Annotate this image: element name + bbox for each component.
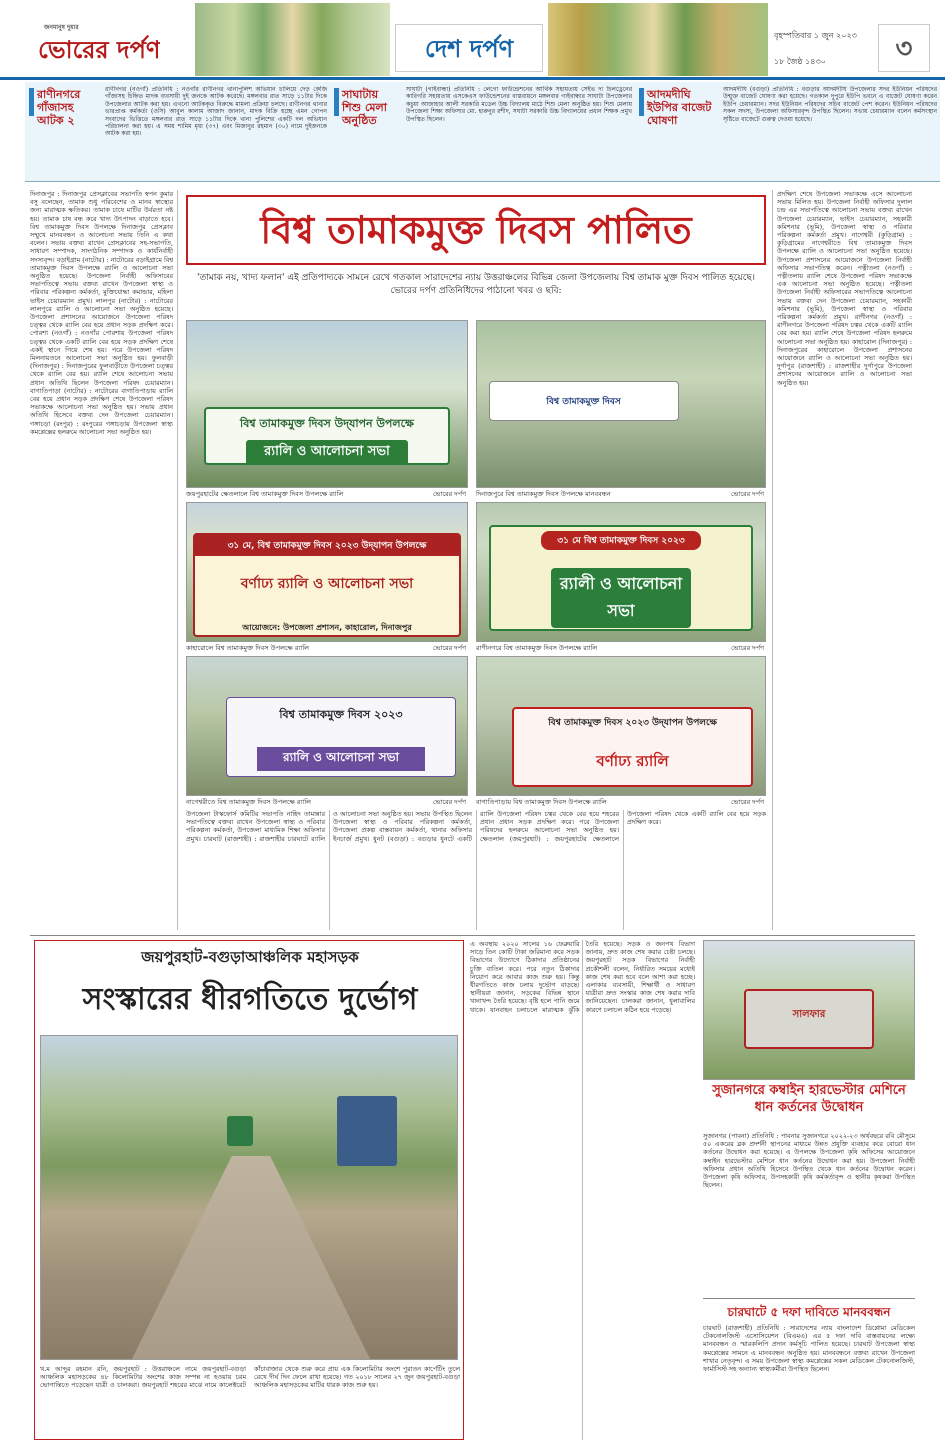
photo-credit: ভোরের দর্পণ <box>433 490 466 498</box>
photo-banner <box>489 381 679 421</box>
truck-shape <box>337 1096 397 1166</box>
photo-credit: ভোরের দর্পণ <box>433 798 466 806</box>
caption-text: দিনাজপুরে বিশ্ব তামাকমুক্ত দিবস উপলক্ষে মানববন্ধন <box>476 490 611 498</box>
section-rule <box>30 935 915 936</box>
logo-tagline: জনমানুষ দুয়ার <box>44 24 79 31</box>
photo-caption <box>476 643 766 653</box>
teaser-2 <box>330 82 635 182</box>
main-intro: 'তামাক নয়, খাদ্য ফলান' এই প্রতিপাদ্যকে সামনে রেখে গতকাল সারাদেশের ন্যায় উত্তরাঞ্চলের বিভিন্ন জেলা উপজেলায় বিশ্ব তামাক মুক্ত দিবস পালিত হয়েছে। ভোরের দর্পণ প্রতিনিধিদের পাঠানো খবর ও ছবি: <box>196 273 756 296</box>
masthead <box>0 0 945 80</box>
page-number: ৩ <box>895 34 913 64</box>
main-below-row: উপজেলা টাস্কফোর্স কমিটির সভাপতি নাহিদ তামান্নার সভাপতিত্বে বক্তব্য রাখেন উপজেলা স্বাস্থ্য ও পরিবার পরিকল্পনা কর্মকর্তা, উপজেলা মাধ্যমিক শিক্ষা অফিসার প্রমুখ। চারঘাট (রাজশাহী) : রাজশাহীর চারঘাটে র‌্যালি ও আলোচনা সভা অনুষ্ঠিত হয়। সভায় উপস্থিত ছিলেন উপজেলা স্বাস্থ্য ও পরিবার পরিকল্পনা কর্মকর্তা, উপজেলা প্রকল্প বাস্তবায়ন কর্মকর্তা, থানার অফিসার ইনচার্জ প্রমুখ। ধুনট (বগুড়া) : বগুড়ার ধুনটে একটি র‌্যালি উপজেলা পরিষদ চত্বর থেকে বের হয়ে শহরের প্রধান প্রধান সড়ক প্রদক্ষিণ করে। পরে উপজেলা পরিষদের হলরুমে আলোচনা সভা অনুষ্ঠিত হয়। ক্ষেতলাল (জয়পুরহাট) : জয়পুরহাটের ক্ষেতলালে উপজেলা পরিষদ থেকে একটি র‌্যালি বের হয়ে সড়ক প্রদক্ষিণ করে। <box>186 810 766 843</box>
photo-raninagar <box>476 502 766 642</box>
photo-caption <box>186 797 468 807</box>
banner-line-2: র‌্যালি ও আলোচনা সভা <box>257 747 425 771</box>
photo-banner <box>512 707 754 787</box>
rally-headline: চারঘাটে ৫ দফা দাবিতে মানববন্ধন <box>727 1305 891 1319</box>
photo-credit: ভোরের দর্পণ <box>731 644 764 652</box>
section-title-box <box>395 24 543 72</box>
banner-line-1: বিশ্ব তামাকমুক্ত দিবস <box>546 397 621 407</box>
teaser-bar <box>639 88 644 116</box>
header-photo-strip-right <box>548 3 768 76</box>
date-line-2: ১৮ জৈষ্ঠ ১৪৩০ <box>774 57 826 66</box>
photo-caption <box>186 643 468 653</box>
teaser-3 <box>635 82 940 182</box>
teaser-title: রাণীনগরে গাঁজাসহ আটক ২ <box>37 88 81 127</box>
photo-caption <box>476 797 766 807</box>
rally-body: চারঘাট (রাজশাহী) প্রতিনিধি : সারাদেশের ন্যায় বাংলাদেশ ডিপ্লোমা মেডিকেল টেকনোলজিস্ট এসোসিয়েশন (বিএমএ) এর ৫ দফা দাবি বাস্তবায়নের লক্ষ্যে মানববন্ধন ও স্মারকলিপি প্রদান কর্মসূচি পালিত হয়েছে। চারঘাট উপজেলা স্বাস্থ্য কমপ্লেক্সের সামনে এ মানববন্ধন অনুষ্ঠিত হয়। মানববন্ধনে বক্তব্য রাখেন উপজেলা শাখার নেতৃবৃন্দ। এ সময় উপজেলা স্বাস্থ্য কমপ্লেক্সের সকল মেডিকেল টেকনোলজিস্ট, ফার্মাসিস্ট সহ অন্যান্য স্বাস্থ্যকর্মীরা উপস্থিত ছিলেন। <box>703 1324 915 1374</box>
banner-line-1: ৩১ মে, বিশ্ব তামাকমুক্ত দিবস ২০২৩ উদ্‌যাপন উপলক্ষে <box>195 535 460 556</box>
teaser-body: সাঘাটা (গাইবান্ধা) প্রতিনিধি : লেগো ফাউন্ডেশনের আর্থিক সহায়তায় সেইভ দ্য চিলড্রেনের কারিগরি সহায়তায় এসকেএস ফাউন্ডেশনের বাস্তবায়নে মঙ্গলবার গাইবান্ধার সাঘাটা উপজেলার কচুয়া আজাহার আলী সরকারি মডেল উচ্চ বিদ্যালয় মাঠে শিশু মেলা অনুষ্ঠিত হয়। শিশু মেলায় উপজেলা শিক্ষা অফিসার মো. হারুনুর রশীদ, সঘাটা সরকারি উচ্চ বিদ্যালয়ের প্রধান শিক্ষক প্রমুখ উপস্থিত ছিলেন। <box>406 86 632 123</box>
photo-nageshwari <box>186 656 468 796</box>
banner-line-1: বিশ্ব তামাকমুক্ত দিবস ২০২৩ <box>279 708 403 721</box>
banner-line-1: বিশ্ব তামাকমুক্ত দিবস উদ্‌যাপন উপলক্ষে <box>240 417 414 430</box>
caption-text: রাণীনগরে বিশ্ব তামাকমুক্ত দিবস উপলক্ষে র‌্যালি <box>476 644 598 652</box>
photo-banner <box>204 407 450 465</box>
teaser-body: আদমদীঘি (বগুড়া) প্রতিনিধি : বগুড়ার আদমদীঘি উপজেলার সদর ইউনিয়ন পরিষদের উন্মুক্ত বাজেট ঘোষণা করা হয়েছে। গতকাল দুপুরে ইউপি ভবনে এ বাজেট ঘোষণা করেন ইউপি চেয়ারম্যান। সদর ইউনিয়ন পরিষদের সচিব বাজেট পেশ করেন। ইউনিয়ন পরিষদের সকল সদস্য, উপজেলা অফিসারবৃন্দ উপস্থিত ছিলেন। সভায় চেয়ারম্যান বলেন কর্মসংস্থান সৃষ্টিতে বাজেটে গুরুত্ব দেওয়া হয়েছে। <box>723 86 937 123</box>
caption-text: জয়পুরহাটের ক্ষেতলালে বিশ্ব তামাকমুক্ত দিবস উপলক্ষে র‌্যালি <box>186 490 344 498</box>
photo-banner <box>226 697 456 777</box>
banner-line-2: র‌্যালী ও আলোচনা সভা <box>551 568 692 628</box>
harvester-body-text: সুজানগর (পাবনা) প্রতিনিধি : পাবনার সুজানগরে ২০২২-২৩ অর্থবছরে রবি মৌসুমে ৫০ একরের ব্লক প্রদর্শনী স্থাপনের মাধ্যমে উন্নত প্রযুক্তি ব্যবহার করে বোরো ধান কর্তনের উদ্বোধন করা হয়েছে। এ উপলক্ষে উপজেলা কৃষি অফিসের আয়োজনে কম্বাইন হারভেস্টার মেশিনে ধান কর্তনের উদ্বোধন করা হয়। উপজেলা নির্বাহী অফিসার প্রধান অতিথি হিসেবে উপস্থিত থেকে ধান কর্তনের উদ্বোধন করেন। উপজেলা কৃষি অফিসার, উপসহকারী কৃষি কর্মকর্তাবৃন্দ ও স্থানীয় কৃষকরা উপস্থিত ছিলেন। <box>703 1132 915 1190</box>
road-photo <box>40 1035 458 1360</box>
banner-line-2: র‌্যালি ও আলোচনা সভা <box>246 440 408 465</box>
caption-text: বাগাতিপাড়ায় বিশ্ব তামাকমুক্ত দিবস উপলক্ষে র‌্যালি <box>476 798 607 806</box>
teaser-title: সাঘাটায় শিশু মেলা অনুষ্ঠিত <box>342 88 387 127</box>
rally-rule <box>703 1298 915 1299</box>
road-headline: সংস্কারের ধীরগতিতে দুর্ভোগ <box>82 982 418 1017</box>
banner-line-3: আয়োজনে: উপজেলা প্রশাসন, কাহারোল, দিনাজপুর <box>242 623 412 632</box>
header-photo-strip-left <box>195 3 390 76</box>
photo-banner <box>489 525 754 631</box>
banner-line-1: বিশ্ব তামাকমুক্ত দিবস ২০২৩ উদ্‌যাপন উপলক্ষে <box>548 718 717 728</box>
section-title: দেশ দর্পণ <box>424 35 514 63</box>
main-right-column: প্রদক্ষিণ শেষে উপজেলা সভাকক্ষে এসে আলোচনা সভায় মিলিত হয়। উপজেলা নির্বাহী অফিসার দুলাল চন্দ্র এর সভাপতিত্বে আলোচনা সভায় বক্তব্য রাখেন উপজেলা চেয়ারম্যান, ভাইস চেয়ারম্যান, সহকারী কমিশনার (ভূমি), উপজেলা স্বাস্থ্য ও পরিবার পরিকল্পনা কর্মকর্তা প্রমুখ। নাগেশ্বরী (কুড়িগ্রাম) : কুড়িগ্রামের নাগেশ্বরীতে বিশ্ব তামাকমুক্ত দিবস উপলক্ষে র‌্যালি ও আলোচনা সভা অনুষ্ঠিত হয়েছে। উপজেলা প্রশাসনের আয়োজনে উপজেলা নির্বাহী অফিসার সভাপতিত্ব করেন। পত্নীতলা (নওগাঁ) : পত্নীতলায় র‌্যালি শেষে উপজেলা পরিষদ সভাকক্ষে এক আলোচনা সভা অনুষ্ঠিত হয়েছে। পত্নীতলা উপজেলা নির্বাহী অফিসারের সভাপতিত্বে আলোচনা সভায় বক্তব্য দেন উপজেলা চেয়ারম্যান, সহকারী কমিশনার (ভূমি), উপজেলা স্বাস্থ্য ও পরিবার পরিকল্পনা কর্মকর্তা প্রমুখ। রাণীনগর (নওগাঁ) : রাণীনগরে উপজেলা পরিষদ চত্বর থেকে একটি র‌্যালি বের করা হয়। র‌্যালি শেষে উপজেলা পরিষদ হলরুমে আলোচনা সভা অনুষ্ঠিত হয়। কাহারোল (দিনাজপুর) : দিনাজপুরের কাহারোলে উপজেলা প্রশাসনের আয়োজনে র‌্যালি ও আলোচনা সভা অনুষ্ঠিত হয়। দুর্গাপুর (রাজশাহী) : রাজশাহীর দুর্গাপুরে উপজেলা প্রশাসনের আয়োজনে র‌্যালি ও আলোচনা সভা অনুষ্ঠিত হয়। <box>772 190 912 930</box>
photo-credit: ভোরের দর্পণ <box>433 644 466 652</box>
road-surface <box>131 1156 371 1360</box>
photo-kaharol <box>186 502 468 642</box>
photo-caption <box>476 489 766 499</box>
photo-credit: ভোরের দর্পণ <box>731 798 764 806</box>
vehicle-shape <box>227 1116 253 1146</box>
banner-line-1: ৩১ মে বিশ্ব তামাকমুক্ত দিবস ২০২৩ <box>541 531 702 550</box>
harvester-headline: সুজানগরে কম্বাইন হারভেস্টার মেশিনে ধান কর্তনের উদ্বোধন <box>712 1083 906 1115</box>
teaser-1 <box>25 82 330 182</box>
caption-text: নাগেশ্বরীতে বিশ্ব তামাকমুক্ত দিবস উপলক্ষে র‌্যালি <box>186 798 311 806</box>
harvester-photo <box>703 940 915 1080</box>
caption-text: কাহারোলে বিশ্ব তামাকমুক্ত দিবস উপলক্ষে র‌্যালি <box>186 644 309 652</box>
main-left-column: দিনাজপুর : দিনাজপুর প্রেসক্লাবের সভাপতি স্বপন কুমার বসু বলেছেন, তামাক শুধু পরিবেশের ও মানব স্বাস্থ্যের জন্য মারাত্মক ক্ষতিকর। তামাক চাষে মাটির উর্বরতা নষ্ট হয়। তামাক চাষ বন্ধ করে খাদ্য উৎপাদন বাড়াতে হবে। বিশ্ব তামাকমুক্ত দিবস উপলক্ষে দিনাজপুর প্রেসক্লাব সম্মুখে মানববন্ধন ও আলোচনা সভায় তিনি এ কথা বলেন। সভায় বক্তব্য রাখেন প্রেসক্লাবের সহ-সভাপতি, সাধারণ সম্পাদক, সাংগঠনিক সম্পাদক ও কার্যনির্বাহী সদস্যবৃন্দ। বড়াইগ্রাম (নাটোর) : নাটোরের বড়াইগ্রামে বিশ্ব তামাকমুক্ত দিবস উপলক্ষে র‌্যালি ও আলোচনা সভা অনুষ্ঠিত হয়েছে। উপজেলা নির্বাহী অফিসারের সভাপতিত্বে সভায় বক্তব্য রাখেন উপজেলা স্বাস্থ্য ও পরিবার পরিকল্পনা কর্মকর্তা, মুক্তিযোদ্ধা কমান্ডার, মহিলা ভাইস চেয়ারম্যান প্রমুখ। লালপুর (নাটোর) : নাটোরের লালপুরে র‌্যালি ও আলোচনা সভা অনুষ্ঠিত হয়েছে। উপজেলা প্রশাসনের আয়োজনে উপজেলা পরিষদ চত্ত্বর থেকে র‌্যালি বের হয়ে প্রধান সড়ক প্রদক্ষিণ করে। পোরশা (নওগাঁ) : নওগাঁর পোরশায় উপজেলা পরিষদ চত্ত্বর থেকে একটি র‌্যালি বের হয়ে সড়ক প্রদক্ষিণ শেষে একই স্থানে গিয়ে শেষ হয়। পরে উপজেলা পরিষদ মিলনায়তনে আলোচনা সভা অনুষ্ঠিত হয়। ফুলবাড়ী (দিনাজপুর) : দিনাজপুরের ফুলবাড়ীতে উপজেলা চত্ত্বর থেকে র‌্যালি বের হয়। র‌্যালি শেষে আলোচনা সভায় প্রধান অতিথি ছিলেন উপজেলা পরিষদ চেয়ারম্যান। বাগাতিপাড়া (নাটোর) : নাটোরের বাগাতিপাড়ায় র‌্যালি বের হয়ে প্রধান সড়ক প্রদক্ষিণ শেষে উপজেলা পরিষদ সভাকক্ষে আলোচনা সভা অনুষ্ঠিত হয়। সভায় প্রধান অতিথি হিসেবে বক্তব্য দেন উপজেলা চেয়ারম্যান। গঙ্গাচড়া (রংপুর) : রংপুরের গঙ্গাচড়ায় উপজেলা স্বাস্থ্য কমপ্লেক্সের হলরুমে আলোচনা সভা অনুষ্ঠিত হয়। <box>30 190 178 930</box>
teaser-body: রাণীনগর (নওগাঁ) প্রতিনিধি : নওগাঁর রাণীনগর থানাপুলিশ অভিযান চালিয়ে দেড় কেজি গাঁজাসহ চিহ্নিত মাদক ব্যবসায়ী দুই জনকে আটক করেছে। মঙ্গলবার রাত সাড়ে ১১টার দিকে উপজেলার আটক করা হয়। এখনো আটককৃত বিরুদ্ধে মামলা প্রক্রিয়া চলছে। রাণীনগর থানার ভারপ্রাপ্ত কর্মকর্তা (ওসি) আবুল কালাম আজাদ জানান, মাদক বিক্রি হচ্ছে এমন গোপন সংবাদের ভিত্তিতে মঙ্গলবার রাত সাড়ে ১১টার দিকে থানা পুলিশের একটি দল অভিযান পরিচালনা করা হয়। এ সময় শামিম মৃধা (৩৭) এবং মিজানুর রহমান (৩০) নামে দুইজনকে আটক করা হয়। <box>105 86 327 138</box>
photo-bagatipara <box>476 656 766 796</box>
main-headline: বিশ্ব তামাকমুক্ত দিবস পালিত <box>260 208 692 252</box>
main-headline-box <box>186 195 766 265</box>
photo-dinajpur <box>476 320 766 488</box>
road-byline-text: খ.ম আব্দুর রহমান রনি, জয়পুরহাট : উত্তরাঞ্চলে নামে জয়পুরহাট-বগুড়া আঞ্চলিক মহাসড়কের ৪৮ কিলোমিটার অংশের কাজ সম্পন্ন না হওয়ায় চরম ভোগান্তিতে পড়েছেন যাত্রী ও চালকরা। জয়পুরহাট শহরের মাঝে নামে কালেক্টরেট কাঁচাবাজার থেকে শুরু করে প্রায় এক কিলোমিটার অংশে পুরাতন কার্পেটিং তুলে রেখে দীর্ঘ দিন ফেলে রাখা হয়েছে। গত ২০১৮ সালের ২৭ জুন জয়পুরহাট-বগুড়া আঞ্চলিক মহাসড়কের মাটির ধারক কাজ শুরু হয়। <box>40 1365 460 1390</box>
header-rule <box>0 77 945 80</box>
teaser-band <box>25 82 940 182</box>
road-kicker: জয়পুরহাট-বগুড়াআঞ্চলিক মহাসড়ক <box>141 948 359 966</box>
teaser-title: আদমদীঘি ইউপির বাজেট ঘোষণা <box>647 88 712 127</box>
logo <box>30 20 160 65</box>
teaser-bar <box>334 88 339 116</box>
date-line-1: বৃহস্পতিবার ১ জুন ২০২৩ <box>774 31 857 40</box>
photo-caption <box>186 489 468 499</box>
photo-ksetlal <box>186 320 468 488</box>
date-box <box>768 20 878 75</box>
harvester-label: সালফার <box>792 1009 826 1020</box>
banner-line-2: বর্ণাঢ্য র‌্যালি <box>596 752 669 770</box>
banner-line-2: বর্ণাঢ্য র‌্যালি ও আলোচনা সভা <box>240 576 414 592</box>
photo-credit: ভোরের দর্পণ <box>731 490 764 498</box>
teaser-bar <box>29 88 34 116</box>
page-number-box <box>878 24 930 72</box>
logo-text: ভোরের দর্পণ <box>38 36 160 64</box>
road-body: এ অবস্থায় ২০২০ সালের ১৬ ফেব্রুয়ারি সাড়ে তিন কোটি টাকা জরিমানা করে সড়ক বিভাগের উদ্যোগে ঠিকাদার প্রতিষ্ঠানের চুক্তি বাতিল করে। পরে নতুন ঠিকাদার নিয়োগ করে আবার কাজ শুরু হয়। কিন্তু ধীরগতিতে কাজ চলায় দুর্ভোগ বাড়ছে। স্থানীয়রা জানান, সড়কের বিভিন্ন স্থানে খানাখন্দ তৈরি হয়েছে। বৃষ্টি হলে পানি জমে থাকে। যানবাহন চলাচলে মারাত্মক ঝুঁকি তৈরি হয়েছে। সড়ক ও জনপথ বিভাগ জানায়, দ্রুত কাজ শেষ করার চেষ্টা চলছে। জয়পুরহাট সড়ক বিভাগের নির্বাহী প্রকৌশলী বলেন, নির্ধারিত সময়ের মধ্যেই কাজ শেষ করা হবে বলে আশা করা হচ্ছে। এলাকার ব্যবসায়ী, শিক্ষার্থী ও সাধারণ যাত্রীরা দ্রুত সংস্কার কাজ শেষ করার দাবি জানিয়েছেন। চালকরা জানান, ধুলাবালির কারণে চলাচল কঠিন হয়ে পড়েছে। <box>470 940 695 1014</box>
photo-banner <box>193 533 462 637</box>
